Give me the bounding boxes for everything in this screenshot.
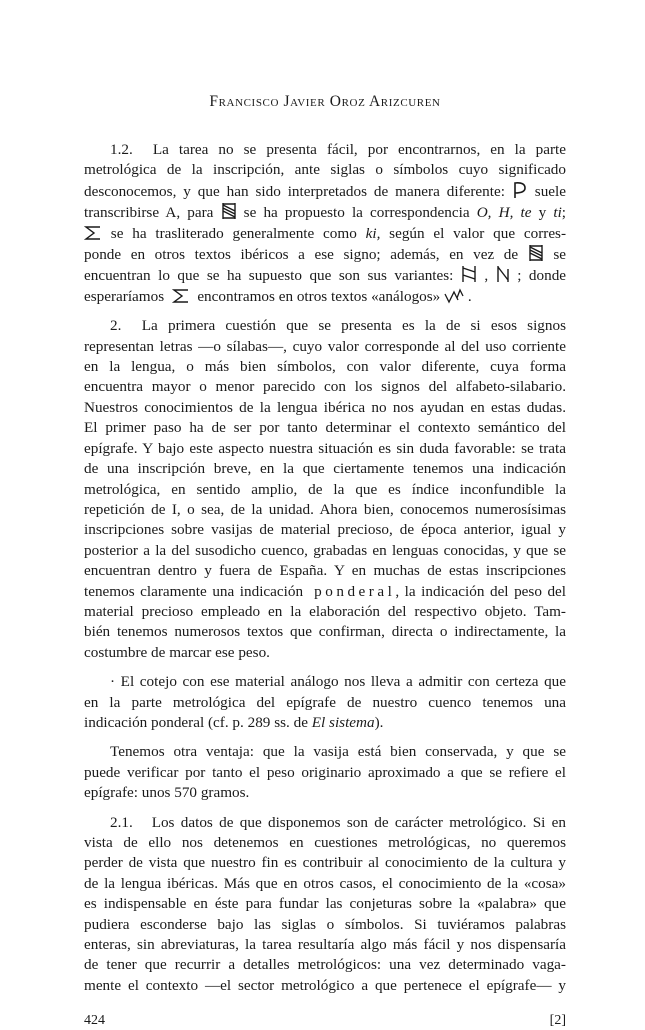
text-line: en la parte metrológica del epígrafe de nuestro cuenco tenemos una [84,693,566,711]
text-line: se ha trasliterado generalmente como ki, según el valor que corres- [84,224,566,244]
paragraph-cotejo [84,672,566,733]
text-line: bién tenemos numerosos textos que confirman, directa o indirectamente, la [84,623,566,641]
iberian-hatched-sign-icon [221,202,237,220]
book-title: El sistema [311,713,375,731]
text-line: 2.1. Los datos de que disponemos son de carácter metrológico. Si en [110,813,567,831]
page [84,0,566,1030]
text-line: 1.2. La tarea no se presenta fácil, por encontrarnos, en la parte [110,141,566,158]
iberian-p-sign-icon [512,181,528,199]
text-line: tenemos claramente una indicación ponderal, la indicación del peso del [84,582,567,600]
iberian-sigma-sign-icon [172,288,190,304]
text-line: ponde en otros textos ibéricos a ese signo; además, en vez de se [84,246,567,264]
text-line: desconocemos, y que han sido interpretados de manera diferente: suele [84,182,567,200]
iberian-hatched-sign-icon [528,244,544,262]
paragraph-1-2 [84,140,566,307]
text-line: es indispensable en éste para fundar las conjeturas sobre la «palabra» que [84,895,566,913]
text-line: El primer paso ha de ser por tanto determinar el contexto semántico del [84,419,566,437]
text-line: 2. La primera cuestión que se presenta es la de si esos signos [110,317,566,335]
paragraph-ventaja [84,742,566,803]
text-line: epígrafe: unos 570 gramos. [84,784,250,802]
iberian-variant-h-sign-icon [461,265,477,283]
text-line: inscripciones sobre vasijas de material precioso, de época anterior, igual y [84,521,566,539]
text-line: metrológica de la inscripción, ante siglas o símbolos cuyo significado [84,161,566,179]
running-head-author: Francisco Javier Oroz Arizcuren [209,93,441,110]
iberian-variant-n-sign-icon [496,265,510,283]
section-number: 2.1. [110,813,133,831]
page-number: 424 [84,1013,105,1029]
text-line: costumbre de marcar ese peso. [84,643,270,661]
spaced-emphasis: ponderal [314,582,396,600]
text-line: material precioso empleado en la elaboración del respectivo objeto. Tam- [84,602,566,620]
text-line: en la lengua, o más bien símbolos, con valor diferente, cuya forma [84,358,566,376]
text-line: encuentra mayor o menor parecido con los signos del alfabeto-silabario. [84,378,566,396]
text-line: Nuestros conocimientos de la lengua ibérica no nos ayudan en estas dudas. [84,398,566,416]
text-line: perder de vista que nuestro fin es contribuir al conocimiento de la cultura y [84,854,566,872]
text-line: epígrafe. Y bajo este aspecto nuestra situación es sin duda favorable: se trata [84,439,566,457]
text-line: indicación ponderal (cf. p. 289 ss. de El sistema). [84,713,384,731]
text-line: encuentran lo que se ha supuesto que son sus variantes: , ; donde [84,267,567,285]
bracket-page-number: [2] [549,1013,566,1029]
text-line: enteras, sin abreviaturas, la tarea resultaría algo más fácil y nos dispensaría [84,936,566,954]
section-number: 1.2. [110,141,133,158]
text-line: transcribirse A, para se ha propuesto la correspondencia O, H, te y ti; [84,204,567,222]
paragraph-2-1 [84,813,566,997]
text-line: representan letras —o sílabas—, cuyo valor corresponde al del uso corriente [84,337,566,355]
paragraph-2 [84,316,566,663]
text-line: de la lengua ibéricas. Más que en otros casos, el conocimiento de la «cosa» [84,874,566,892]
iberian-zigzag-sign-icon [444,288,464,304]
section-number: 2. [110,317,122,335]
text-line: encuentran dentro y fuera de España. Y en muchas de estas inscripciones [84,562,566,580]
text-line: puede verificar por tanto el peso originario aproximado a que se refiere el [84,763,566,781]
text-line: de una inscripción breve, en la que ciertamente tenemos una indicación [84,460,566,478]
text-line: mente el contexto —el sector metrológico a que pertenece el epígrafe— y [84,976,566,994]
text-line: pudiera esconderse bajo las siglas o símbolos. Si tuviéramos palabras [84,915,566,933]
text-line: esperaríamos encontramos en otros textos «análogos» . [84,287,472,305]
text-line: · El cotejo con ese material análogo nos lleva a admitir con certeza que [110,673,566,691]
text-line: metrológica, en sentido amplio, de la que es índice inconfundible la [84,480,566,498]
page-footer [84,1012,566,1030]
text-line: posterior a la del susodicho cuenco, grabadas en lenguas conocidas, y que se [84,541,566,559]
text-line: repetición de I, o sea, de la unidad. Ahora bien, conocemos numerosísimas [84,500,566,518]
text-line: Tenemos otra ventaja: que la vasija está bien conservada, y que se [110,743,566,761]
iberian-sigma-sign-icon [84,225,102,241]
text-line: de tener que recurrir a detalles metrológicos: una vez determinado vaga- [84,956,566,974]
text-line: vista de ello nos detenemos en cuestiones metrológicas, no queremos [84,834,566,851]
